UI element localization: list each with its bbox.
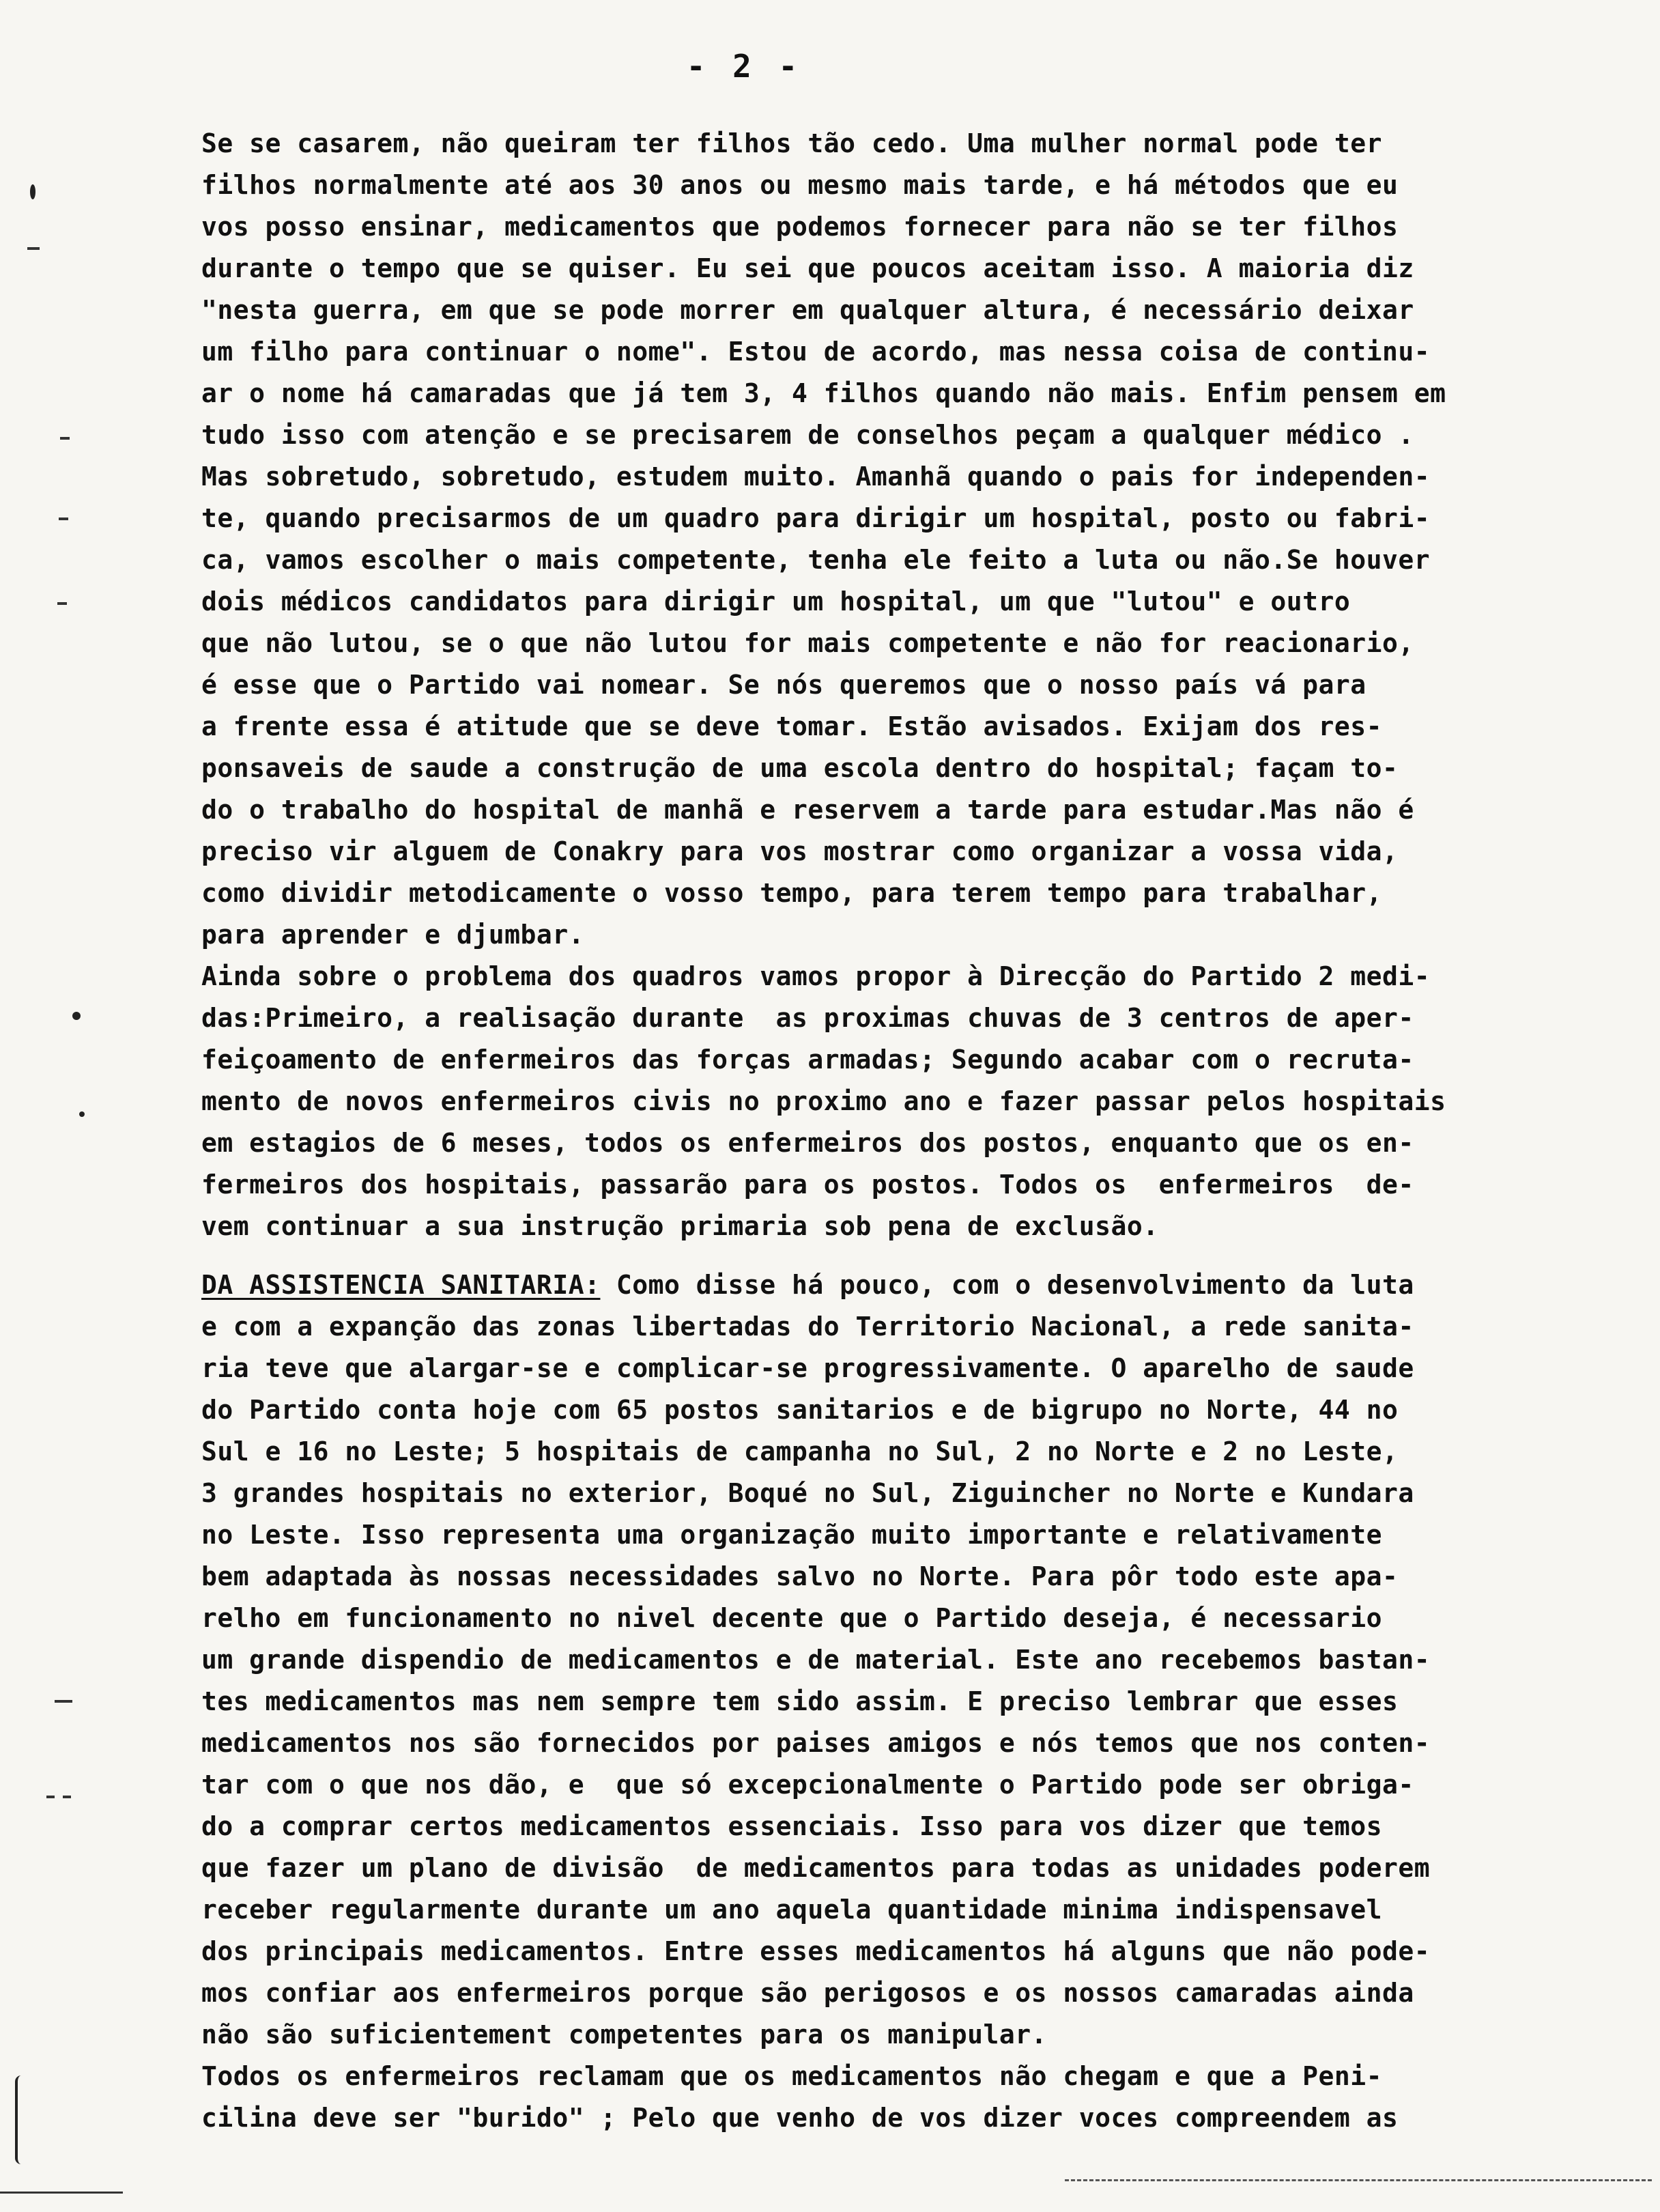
margin-dash [63, 1796, 71, 1798]
text-line: ponsaveis de saude a construção de uma escola dentro do hospital; façam to- [201, 753, 1399, 783]
section-1-text [201, 123, 1607, 1247]
text-line: das:Primeiro, a realisação durante as proximas chuvas de 3 centros de aper- [201, 1003, 1414, 1033]
text-line: Se se casarem, não queiram ter filhos tão cedo. Uma mulher normal pode ter [201, 128, 1382, 158]
text-line: tudo isso com atenção e se precisarem de conselhos peçam a qualquer médico . [201, 420, 1414, 450]
text-line: tes medicamentos mas nem sempre tem sido assim. E preciso lembrar que esses [201, 1686, 1399, 1716]
margin-dash [59, 517, 68, 520]
text-line: um filho para continuar o nome". Estou de acordo, mas nessa coisa de continu- [201, 337, 1431, 367]
bottom-left-line [0, 2192, 123, 2194]
section-2-text [201, 1264, 1607, 2139]
bottom-rule [1065, 2179, 1652, 2181]
margin-dash [57, 602, 67, 605]
text-line: do o trabalho do hospital de manhã e reservem a tarde para estudar.Mas não é [201, 795, 1414, 825]
text-line: receber regularmente durante um ano aquela quantidade minima indispensavel [201, 1895, 1382, 1925]
margin-dash [60, 437, 70, 440]
text-line: como dividir metodicamente o vosso tempo, para terem tempo para trabalhar, [201, 878, 1382, 908]
text-line: que fazer um plano de divisão de medicamentos para todas as unidades poderem [201, 1853, 1431, 1883]
margin-dash [46, 1796, 55, 1798]
text-line: ar o nome há camaradas que já tem 3, 4 filhos quando não mais. Enfim pensem em [201, 378, 1446, 408]
page-number: - 2 - [686, 48, 802, 85]
text-line: do a comprar certos medicamentos essenciais. Isso para vos dizer que temos [201, 1811, 1382, 1841]
text-line: feiçoamento de enfermeiros das forças armadas; Segundo acabar com o recruta- [201, 1045, 1414, 1075]
text-line: "nesta guerra, em que se pode morrer em qualquer altura, é necessário deixar [201, 295, 1414, 325]
margin-bracket [15, 2075, 27, 2164]
text-line: fermeiros dos hospitais, passarão para os postos. Todos os enfermeiros de- [201, 1169, 1414, 1200]
margin-mark [72, 1012, 81, 1020]
text-line: durante o tempo que se quiser. Eu sei que poucos aceitam isso. A maioria diz [201, 253, 1414, 283]
text-line: Mas sobretudo, sobretudo, estudem muito. Amanhã quando o pais for independen- [201, 462, 1431, 492]
text-line: mento de novos enfermeiros civis no proximo ano e fazer passar pelos hospitais [201, 1086, 1446, 1116]
text-line: mos confiar aos enfermeiros porque são perigosos e os nossos camaradas ainda [201, 1978, 1414, 2008]
text-line: do Partido conta hoje com 65 postos sanitarios e de bigrupo no Norte, 44 no [201, 1395, 1399, 1425]
text-line: cilina deve ser "burido" ; Pelo que venho de vos dizer voces compreendem as [201, 2103, 1399, 2133]
text-line: tar com o que nos dão, e que só excepcionalmente o Partido pode ser obriga- [201, 1770, 1414, 1800]
margin-dash [55, 1700, 72, 1703]
section-2-first-line: Como disse há pouco, com o desenvolvimento da luta [600, 1270, 1414, 1300]
text-line: Todos os enfermeiros reclamam que os medicamentos não chegam e que a Peni- [201, 2061, 1382, 2091]
text-line: não são suficientement competentes para os manipular. [201, 2019, 1048, 2050]
section-heading-assistencia-sanitaria: DA ASSISTENCIA SANITARIA: [201, 1270, 601, 1300]
text-line: vem continuar a sua instrução primaria sob pena de exclusão. [201, 1211, 1159, 1241]
text-line: em estagios de 6 meses, todos os enfermeiros dos postos, enquanto que os en- [201, 1128, 1414, 1158]
text-line: vos posso ensinar, medicamentos que podemos fornecer para não se ter filhos [201, 212, 1399, 242]
text-line: dos principais medicamentos. Entre esses medicamentos há alguns que não pode- [201, 1936, 1431, 1966]
text-line: dois médicos candidatos para dirigir um hospital, um que "lutou" e outro [201, 586, 1351, 616]
text-line: bem adaptada às nossas necessidades salvo no Norte. Para pôr todo este apa- [201, 1561, 1399, 1591]
text-line: que não lutou, se o que não lutou for mais competente e não for reacionario, [201, 628, 1414, 658]
text-line: medicamentos nos são fornecidos por paises amigos e nós temos que nos conten- [201, 1728, 1431, 1758]
text-line: ca, vamos escolher o mais competente, tenha ele feito a luta ou não.Se houver [201, 545, 1431, 575]
margin-mark [79, 1111, 85, 1117]
margin-mark [30, 184, 35, 199]
text-line: ria teve que alargar-se e complicar-se progressivamente. O aparelho de saude [201, 1353, 1414, 1383]
text-line: um grande dispendio de medicamentos e de material. Este ano recebemos bastan- [201, 1645, 1431, 1675]
text-line: a frente essa é atitude que se deve tomar. Estão avisados. Exijam dos res- [201, 711, 1382, 741]
text-line: é esse que o Partido vai nomear. Se nós queremos que o nosso país vá para [201, 670, 1366, 700]
margin-dash [27, 247, 40, 250]
text-line: para aprender e djumbar. [201, 920, 585, 950]
text-line: relho em funcionamento no nivel decente que o Partido deseja, é necessario [201, 1603, 1382, 1633]
text-line: e com a expanção das zonas libertadas do Territorio Nacional, a rede sanita- [201, 1311, 1414, 1342]
text-line: no Leste. Isso representa uma organização muito importante e relativamente [201, 1520, 1382, 1550]
text-line: preciso vir alguem de Conakry para vos mostrar como organizar a vossa vida, [201, 836, 1399, 866]
text-line: Ainda sobre o problema dos quadros vamos propor à Direcção do Partido 2 medi- [201, 961, 1431, 991]
text-line: filhos normalmente até aos 30 anos ou mesmo mais tarde, e há métodos que eu [201, 170, 1399, 200]
text-line: 3 grandes hospitais no exterior, Boqué no Sul, Ziguincher no Norte e Kundara [201, 1478, 1414, 1508]
text-line: te, quando precisarmos de um quadro para dirigir um hospital, posto ou fabri- [201, 503, 1431, 533]
text-line: Sul e 16 no Leste; 5 hospitais de campanha no Sul, 2 no Norte e 2 no Leste, [201, 1436, 1399, 1466]
